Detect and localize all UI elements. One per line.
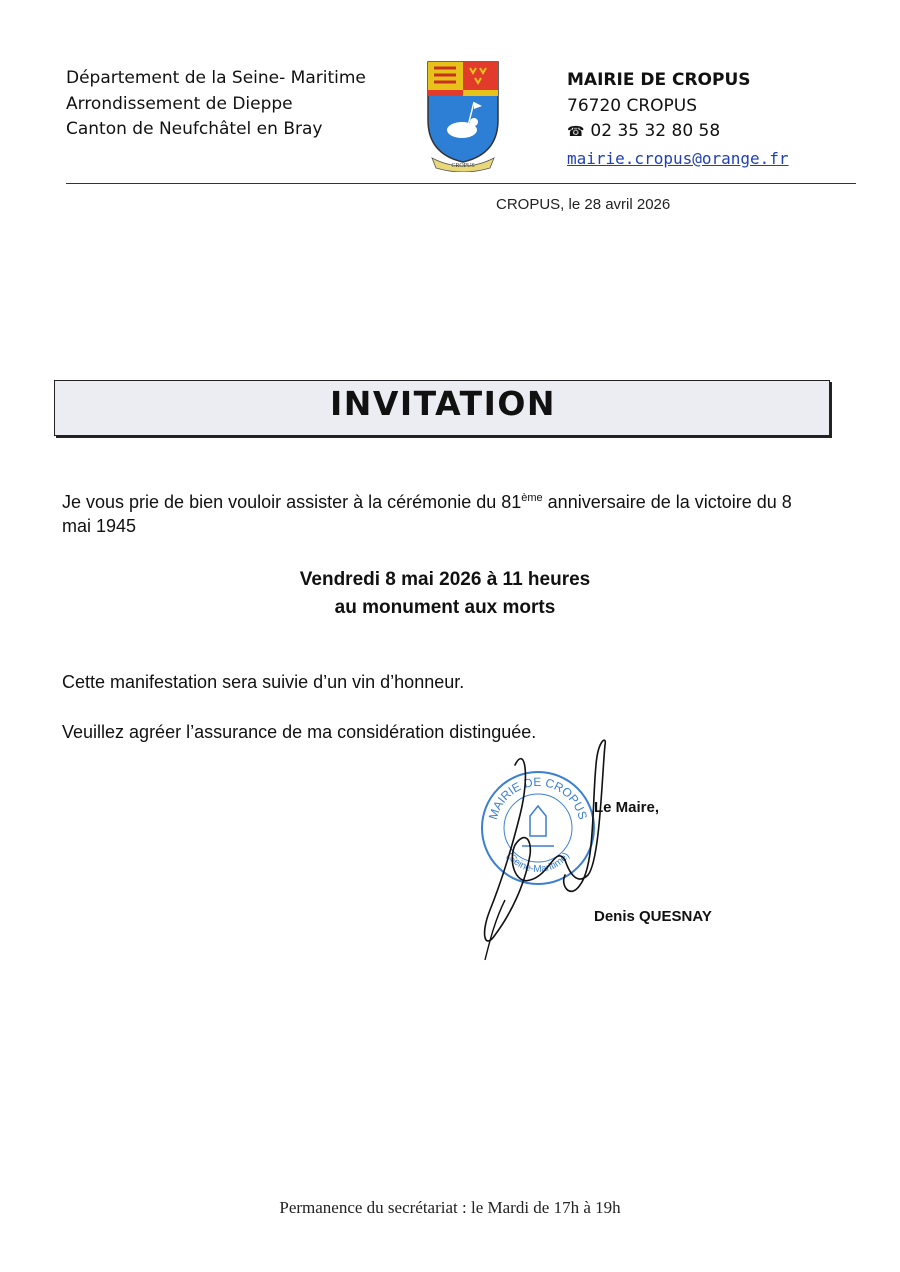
canton-line: Canton de Neufchâtel en Bray	[66, 119, 323, 139]
mayor-role: Le Maire,	[594, 799, 660, 816]
date-line: CROPUS, le 28 avril 2026	[496, 196, 671, 213]
header-divider	[66, 183, 856, 184]
handwritten-signature	[470, 735, 620, 970]
event-date-line: Vendredi 8 mai 2026 à 11 heures	[299, 569, 591, 590]
event-location-line: au monument aux morts	[334, 597, 556, 618]
department-line: Département de la Seine- Maritime	[66, 68, 366, 88]
intro-text-before: Je vous prie de bien vouloir assister à la cérémonie du 81	[62, 492, 522, 512]
phone-line	[567, 119, 789, 146]
closing-paragraph: Veuillez agréer l’assurance de ma considération distinguée.	[62, 722, 537, 742]
coat-of-arms-logo	[424, 58, 502, 172]
invitation-title: INVITATION	[329, 384, 557, 423]
telephone-icon: ☎	[567, 124, 585, 140]
event-details	[150, 566, 740, 622]
crest-banner-text: CROPUS	[451, 163, 475, 169]
header-left-block	[66, 66, 366, 143]
mayor-name: Denis QUESNAY	[594, 908, 712, 925]
arrondissement-line: Arrondissement de Dieppe	[66, 93, 293, 114]
header-right-block	[567, 68, 789, 172]
intro-text-after: anniversaire de la victoire du 8 mai 1945	[62, 492, 792, 536]
intro-superscript: ème	[521, 492, 543, 504]
address-line: 76720 CROPUS	[567, 95, 698, 116]
mairie-title: MAIRIE DE CROPUS	[567, 70, 751, 90]
reception-paragraph: Cette manifestation sera suivie d’un vin d’honneur.	[62, 672, 465, 692]
svg-text:(Seine-Maritime): (Seine-Maritime)	[504, 850, 572, 876]
footer-office-hours: Permanence du secrétariat : le Mardi de 17h à 19h	[279, 1198, 621, 1217]
email-link[interactable]: mairie.cropus@orange.fr	[567, 148, 789, 168]
phone-number: 02 35 32 80 58	[590, 121, 721, 141]
svg-text:MAIRIE DE CROPUS: MAIRIE DE CROPUS	[485, 774, 591, 822]
intro-paragraph	[62, 486, 822, 538]
